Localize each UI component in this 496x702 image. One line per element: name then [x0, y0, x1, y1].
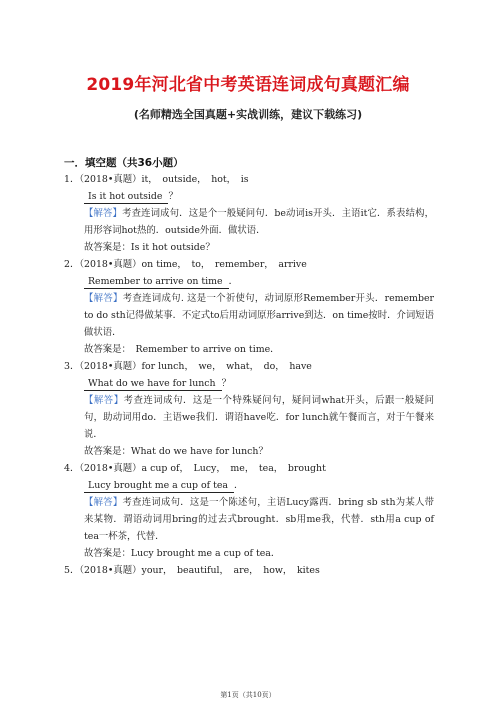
question-item	[64, 358, 434, 460]
question-item	[64, 562, 434, 579]
explanation-tag: 【解答】	[84, 395, 124, 406]
answer-line	[84, 273, 434, 290]
question-prompt: 2．（2018•真题）on time， to， remember， arrive	[64, 259, 307, 270]
answer-suffix: ．	[234, 480, 244, 491]
explanation-tag: 【解答】	[84, 208, 123, 219]
final-answer: 故答案是：Is it hot outside？	[84, 242, 215, 253]
explanation-text: 考查连词成句. 这是一个祈使句，动词原形Remember开头．remember to do sth记得做某事．不定式to后用动词原形arrive到达．on time按时．介词短语做状语．	[84, 293, 434, 338]
answer-suffix: ？	[168, 191, 178, 202]
answer-suffix: ？	[221, 378, 231, 389]
answer-line	[84, 477, 434, 494]
answer-blank: Remember to arrive on time	[84, 275, 229, 289]
final-answer: 故答案是：Lucy brought me a cup of tea．	[84, 548, 281, 559]
question-prompt: 4．（2018•真题）a cup of， Lucy， me， tea， brought	[64, 463, 326, 474]
answer-suffix: ．	[228, 276, 238, 287]
answer-blank: Is it hot outside	[84, 190, 168, 204]
explanation-text: 考查连词成句．这是个一般疑问句．be动词is开头．主语it它．系表结构，用形容词hot热的．outside外面．做状语．	[84, 208, 434, 236]
answer-blank: Lucy brought me a cup of tea	[84, 479, 234, 493]
page-footer: 第1页（共10页）	[220, 691, 276, 699]
explanation-text: 考查连词成句．这是一个陈述句，主语Lucy露西．bring sb sth为某人带来某物．谓语动词用bring的过去式brought．sb用me我，代替．sth用a cup of tea一杯茶，代替．	[84, 497, 434, 542]
answer-line	[84, 375, 434, 392]
page-subtitle: (名师精选全国真题+实战训练，建议下载练习)	[133, 108, 363, 121]
explanation	[84, 290, 434, 341]
question-item	[64, 256, 434, 358]
explanation	[84, 494, 434, 545]
final-answer: 故答案是： Remember to arrive on time．	[84, 344, 280, 355]
explanation	[84, 205, 434, 239]
question-item	[64, 171, 434, 256]
explanation-text: 考查连词成句．这是一个特殊疑问句，疑问词what开头，后跟一般疑问句，助动词用do．主语we我们．谓语have吃．for lunch就午餐而言，对于午餐来说．	[84, 395, 434, 440]
question-prompt: 1．（2018•真题）it， outside， hot， is	[64, 174, 249, 185]
question-item	[64, 460, 434, 562]
question-prompt: 5．（2018•真题）your， beautiful， are， how， kites	[64, 565, 320, 576]
section-heading: 一．填空题（共36小题）	[64, 157, 184, 169]
final-answer: 故答案是：What do we have for lunch？	[84, 446, 268, 457]
answer-line	[84, 188, 434, 205]
page-title: 2019年河北省中考英语连词成句真题汇编	[86, 75, 410, 95]
question-prompt: 3．（2018•真题）for lunch， we， what， do， have	[64, 361, 312, 372]
explanation-tag: 【解答】	[84, 497, 123, 508]
answer-blank: What do we have for lunch	[84, 377, 222, 391]
explanation-tag: 【解答】	[84, 293, 123, 304]
question-list	[64, 171, 434, 579]
explanation	[84, 392, 434, 443]
